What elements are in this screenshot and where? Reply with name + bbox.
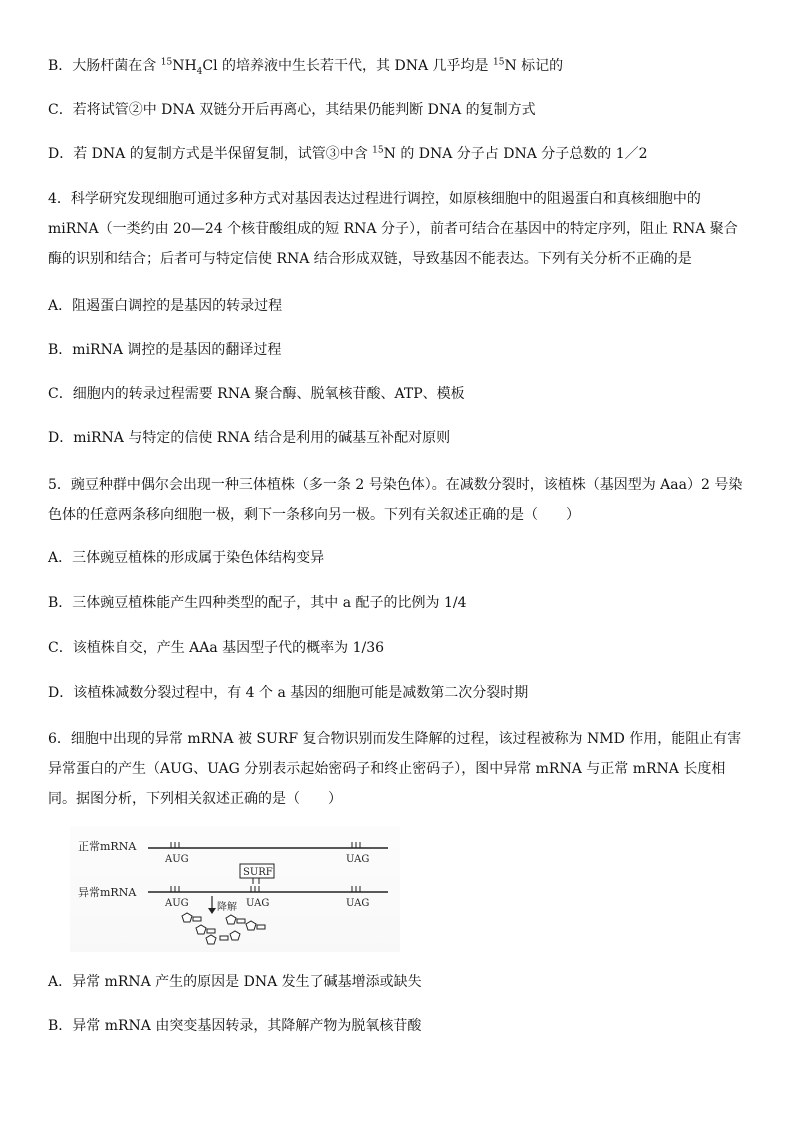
q3-option-b-sup-1: 15: [160, 57, 173, 68]
q3-option-d-text-2: N 的 DNA 分子占 DNA 分子总数的 1／2: [383, 146, 648, 162]
q3-option-b-text-4: N 标记的: [504, 58, 564, 74]
abnormal-mid-stop-codon: UAG: [246, 898, 270, 909]
abnormal-mrna-label: 异常mRNA: [78, 886, 137, 899]
surf-connector: [253, 878, 259, 884]
abnormal-start-codon: AUG: [165, 898, 189, 909]
abnormal-mid-stop-ticks: [251, 886, 259, 892]
normal-start-codon: AUG: [165, 854, 189, 865]
normal-mrna-label: 正常mRNA: [78, 840, 137, 853]
q3-option-d-text-1: D．若 DNA 的复制方式是半保留复制，试管③中含: [48, 146, 373, 162]
degrade-label: 降解: [217, 902, 237, 913]
abnormal-stop-codon: UAG: [346, 898, 370, 909]
nucleotide-fragments: [182, 913, 265, 944]
abnormal-start-ticks: [171, 886, 179, 892]
q3-option-c[interactable]: C．若将试管②中 DNA 双链分开后再离心，其结果仍能判断 DNA 的复制方式: [48, 102, 536, 118]
q3-option-b-text-2: NH: [172, 58, 197, 74]
degrade-arrowhead-icon: [208, 908, 216, 914]
q4-stem: 4．科学研究发现细胞可通过多种方式对基因表达过程进行调控，如原核细胞中的阻遏蛋白和真核细胞中的 miRNA（一类约由 20—24 个核苷酸组成的短 RNA 分子），前者可结合在基因中的特定序列，阻止 RNA 聚合酶的识别和结合；后者可与特定信使 RNA 结合形成双链，导致基因不能表达。下列有关分析不正确的是: [48, 191, 738, 267]
q5-stem: 5．豌豆种群中偶尔会出现一种三体植株（多一条 2 号染色体）。在减数分裂时，该植株（基因型为 Aaa）2 号染色体的任意两条移向细胞一极，剩下一条移向另一极。下列有关叙述正确的是（ ）: [48, 477, 743, 523]
nmd-diagram-svg: [70, 826, 400, 952]
q3-option-b-text-1: B．大肠杆菌在含: [48, 58, 161, 74]
q6-stem: 6．细胞中出现的异常 mRNA 被 SURF 复合物识别而发生降解的过程，该过程被称为 NMD 作用，能阻止有害异常蛋白的产生（AUG、UAG 分别表示起始密码子和终止密码子），图中异常 mRNA 与正常 mRNA 长度相同。据图分析，下列相关叙述正确的是（ ）: [48, 731, 742, 807]
q3-option-d-sup: 15: [372, 145, 384, 156]
q4-option-d[interactable]: D．miRNA 与特定的信使 RNA 结合是利用的碱基互补配对原则: [48, 430, 451, 446]
normal-stop-ticks: [352, 842, 360, 848]
q3-option-d[interactable]: [48, 144, 748, 164]
q4-option-c[interactable]: C．细胞内的转录过程需要 RNA 聚合酶、脱氧核苷酸、ATP、模板: [48, 386, 465, 402]
q6-option-a[interactable]: A．异常 mRNA 产生的原因是 DNA 发生了碱基增添或缺失: [48, 974, 422, 990]
q3-option-b-sup-2: 15: [492, 57, 505, 68]
nmd-diagram: [70, 826, 400, 952]
surf-label: SURF: [243, 867, 273, 878]
q5-option-a[interactable]: A．三体豌豆植株的形成属于染色体结构变异: [48, 550, 325, 566]
q4-option-a[interactable]: A．阻遏蛋白调控的是基因的转录过程: [48, 298, 283, 314]
q3-option-b-text-3: Cl 的培养液中生长若干代，其 DNA 几乎均是: [202, 58, 493, 74]
q4-option-b[interactable]: B．miRNA 调控的是基因的翻译过程: [48, 342, 282, 358]
q3-option-b-sub: 4: [196, 66, 203, 77]
normal-stop-codon: UAG: [346, 854, 370, 865]
q5-option-c[interactable]: C．该植株自交，产生 AAa 基因型子代的概率为 1/36: [48, 640, 385, 656]
q3-option-b[interactable]: [48, 56, 748, 76]
q5-option-b[interactable]: B．三体豌豆植株能产生四种类型的配子，其中 a 配子的比例为 1/4: [48, 595, 467, 611]
normal-start-ticks: [171, 842, 179, 848]
q6-option-b[interactable]: B．异常 mRNA 由突变基因转录，其降解产物为脱氧核苷酸: [48, 1018, 422, 1034]
abnormal-stop-ticks: [352, 886, 360, 892]
q5-option-d[interactable]: D．该植株减数分裂过程中，有 4 个 a 基因的细胞可能是减数第二次分裂时期: [48, 685, 529, 701]
